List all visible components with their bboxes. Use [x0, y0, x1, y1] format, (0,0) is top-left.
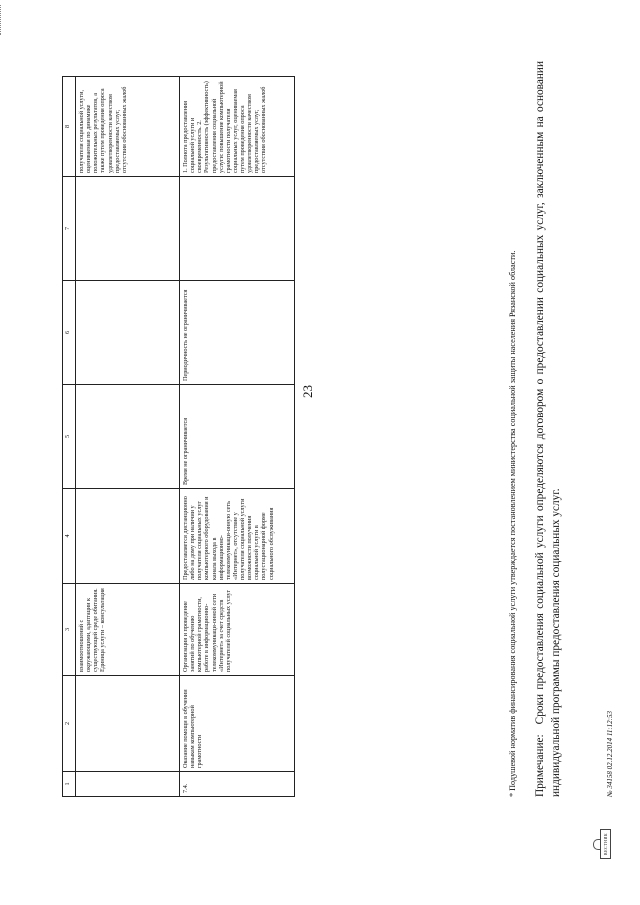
cell-conditions — [76, 489, 180, 584]
cell-service-name — [76, 676, 180, 772]
cell-norm — [180, 177, 295, 281]
col-header-5: 5 — [63, 385, 76, 489]
col-header-6: 6 — [63, 281, 76, 385]
note-paragraph — [532, 61, 565, 797]
cell-periodicity: Периодичность не ограничивается — [180, 281, 295, 385]
cell-norm — [76, 177, 180, 281]
stamp-logo — [593, 831, 615, 859]
note-label: Примечание: — [534, 734, 546, 797]
col-header-7: 7 — [63, 177, 76, 281]
registration-number: № 34158 02.12.2014 11:12:53 — [606, 711, 614, 797]
scan-dots — [0, 5, 5, 35]
col-header-4: 4 — [63, 489, 76, 584]
col-header-3: 3 — [63, 584, 76, 676]
cell-service-name: Оказание помощи в обучении навыкам компьютерной грамотности — [180, 676, 295, 772]
services-table — [62, 76, 295, 797]
cell-duration — [76, 385, 180, 489]
cell-description: Организация и проведение занятий по обучению компьютерной грамотности, работе в информационно-телекоммуникаци-онной сети «Интернет» за счет средств получателей социальных услуг — [180, 584, 295, 676]
note-text: Сроки предоставления социальной услуги определяются договором о предоставлении социальных услуг, заключенным на основании индивидуальной программы предоставления социальных услуг. — [534, 61, 563, 797]
cell-periodicity — [76, 281, 180, 385]
col-header-8: 8 — [63, 77, 76, 177]
footnote: * Подушевой норматив финансирования социальной услуги утверждается постановлением министерства социальной защиты населения Рязанской области. — [508, 250, 517, 797]
cell-conditions: Предоставляется дистанционно либо на дому при наличии у получателя социальных услуг компьютерного оборудования и канала выхода в информационно-телекоммуникаци-онную сеть «Интернет», отсутствие у получателя социальной услуги возможности получения социальной услуги в полустационарной форме социального обслуживания — [180, 489, 295, 584]
col-header-1: 1 — [63, 772, 76, 797]
cell-number — [76, 772, 180, 797]
cell-description: взаимоотношений с окружающими, адаптации к существующей среде обитания. Единица услуги – консультация — [76, 584, 180, 676]
cell-quality: 1. Полнота предоставления социальной услуги и своевременность. 2. Результативность (эффективность) предоставления социальной услуги: повышение компьютерной грамотности получателя социальных услуг, оцениваемая путем проведения опроса удовлетворенности качеством предоставляемых услуг, отсутствия обоснованных жалоб — [180, 77, 295, 177]
table-header-row — [63, 77, 76, 797]
col-header-2: 2 — [63, 676, 76, 772]
cell-quality: получателя социальной услуги, оцениваемая по динамике положительных результатов, а также путем проведения опроса удовлетворенности качеством предоставляемых услуг, отсутствия обоснованных жалоб — [76, 77, 180, 177]
page-number: 23 — [300, 385, 315, 398]
cell-duration: Время не ограничивается — [180, 385, 295, 489]
cell-number: 7.4. — [180, 772, 295, 797]
stamp-label: ВЕСТНИК — [600, 829, 611, 859]
table-row — [76, 77, 180, 797]
table-row — [180, 77, 295, 797]
